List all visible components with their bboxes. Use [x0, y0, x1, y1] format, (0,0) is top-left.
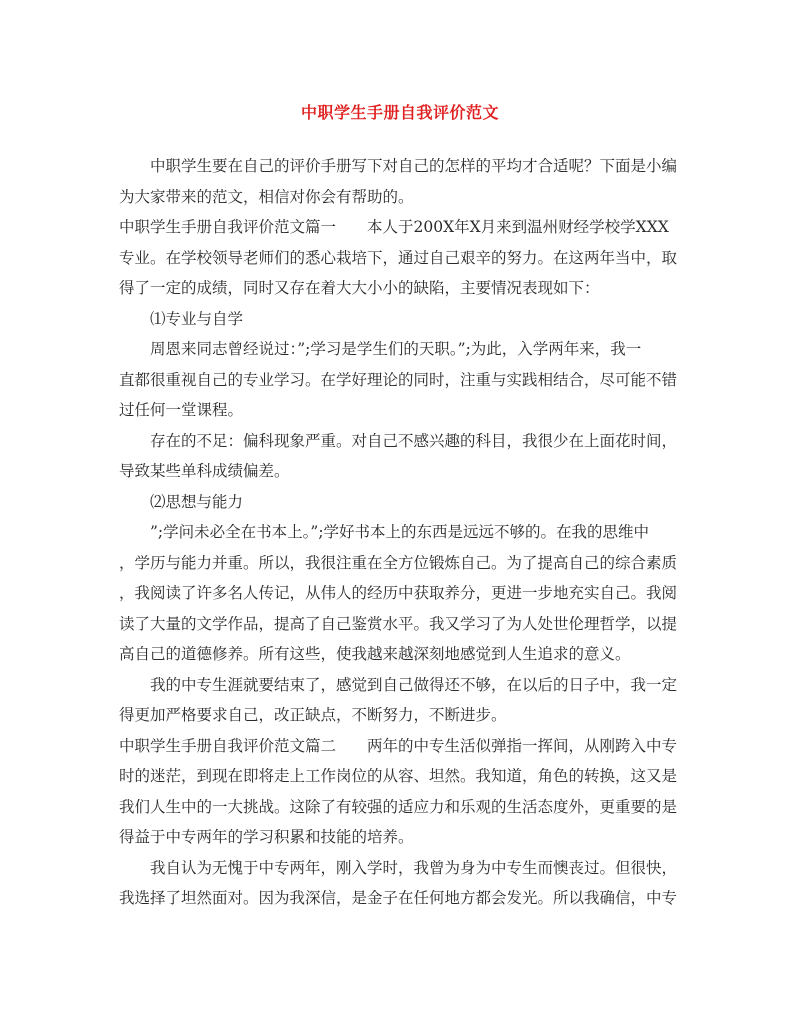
body-line: ”;学问未必全在书本上。”;学好书本上的东西是远远不够的。在我的思维中 [119, 523, 650, 541]
body-line: ，我阅读了许多名人传记，从伟人的经历中获取养分，更进一步地充实自己。我阅 [119, 584, 678, 602]
body-line: 为大家带来的范文，相信对你会有帮助的。 [119, 187, 414, 206]
body-line: 过任何一堂课程。 [119, 401, 244, 419]
body-line: 高自己的道德修养。所有这些，使我越来越深刻地感觉到人生追求的意义。 [119, 645, 631, 663]
body-line: 我们人生中的一大挑战。这除了有较强的适应力和乐观的生活态度外，更重要的是 [119, 797, 678, 816]
document-title: 中职学生手册自我评价范文 [300, 103, 499, 122]
section-heading-1: ⑴专业与自学 [119, 309, 244, 328]
body-line: 周恩来同志曾经说过：”;学习是学生们的天职。”;为此，入学两年来，我一 [119, 340, 642, 358]
body-line: 导致某些单科成绩偏差。 [119, 462, 290, 480]
body-line: 专业。在学校领导老师们的悉心栽培下，通过自己艰辛的努力。在这两年当中，取 [119, 248, 678, 267]
body-line: 存在的不足：偏科现象严重。对自己不感兴趣的科目，我很少在上面花时间， [119, 431, 678, 450]
body-line: 我选择了坦然面对。因为我深信，是金子在任何地方都会发光。所以我确信，中专 [119, 889, 678, 907]
body-line: 中职学生手册自我评价范文篇一 本人于200X年X月来到温州财经学校学XXX [119, 218, 669, 236]
body-line: 中职学生手册自我评价范文篇二 两年的中专生活似弹指一挥间，从刚跨入中专 [119, 736, 678, 755]
document-body [119, 151, 685, 914]
body-line: 得更加严格要求自己，改正缺点，不断努力，不断进步。 [119, 706, 507, 724]
body-line: ，学历与能力并重。所以，我很注重在全方位锻炼自己。为了提高自己的综合素质 [119, 553, 678, 572]
body-line: 时的迷茫，到现在即将走上工作岗位的从容、坦然。我知道，角色的转换，这又是 [119, 767, 678, 785]
body-line: 得益于中专两年的学习积累和技能的培养。 [119, 828, 414, 846]
section-heading-2: ⑵思想与能力 [119, 492, 244, 511]
body-line: 我的中专生涯就要结束了，感觉到自己做得还不够，在以后的日子中，我一定 [119, 675, 678, 694]
body-line: 得了一定的成绩，同时又存在着大大小小的缺陷，主要情况表现如下： [119, 279, 600, 297]
body-line: 读了大量的文学作品，提高了自己鉴赏水平。我又学习了为人处世伦理哲学，以提 [119, 614, 678, 633]
body-line: 中职学生要在自己的评价手册写下对自己的怎样的平均才合适呢？下面是小编 [119, 157, 678, 175]
body-line: 直都很重视自己的专业学习。在学好理论的同时，注重与实践相结合，尽可能不错 [119, 370, 678, 389]
body-line: 我自认为无愧于中专两年，刚入学时，我曾为身为中专生而懊丧过。但很快， [119, 858, 678, 877]
